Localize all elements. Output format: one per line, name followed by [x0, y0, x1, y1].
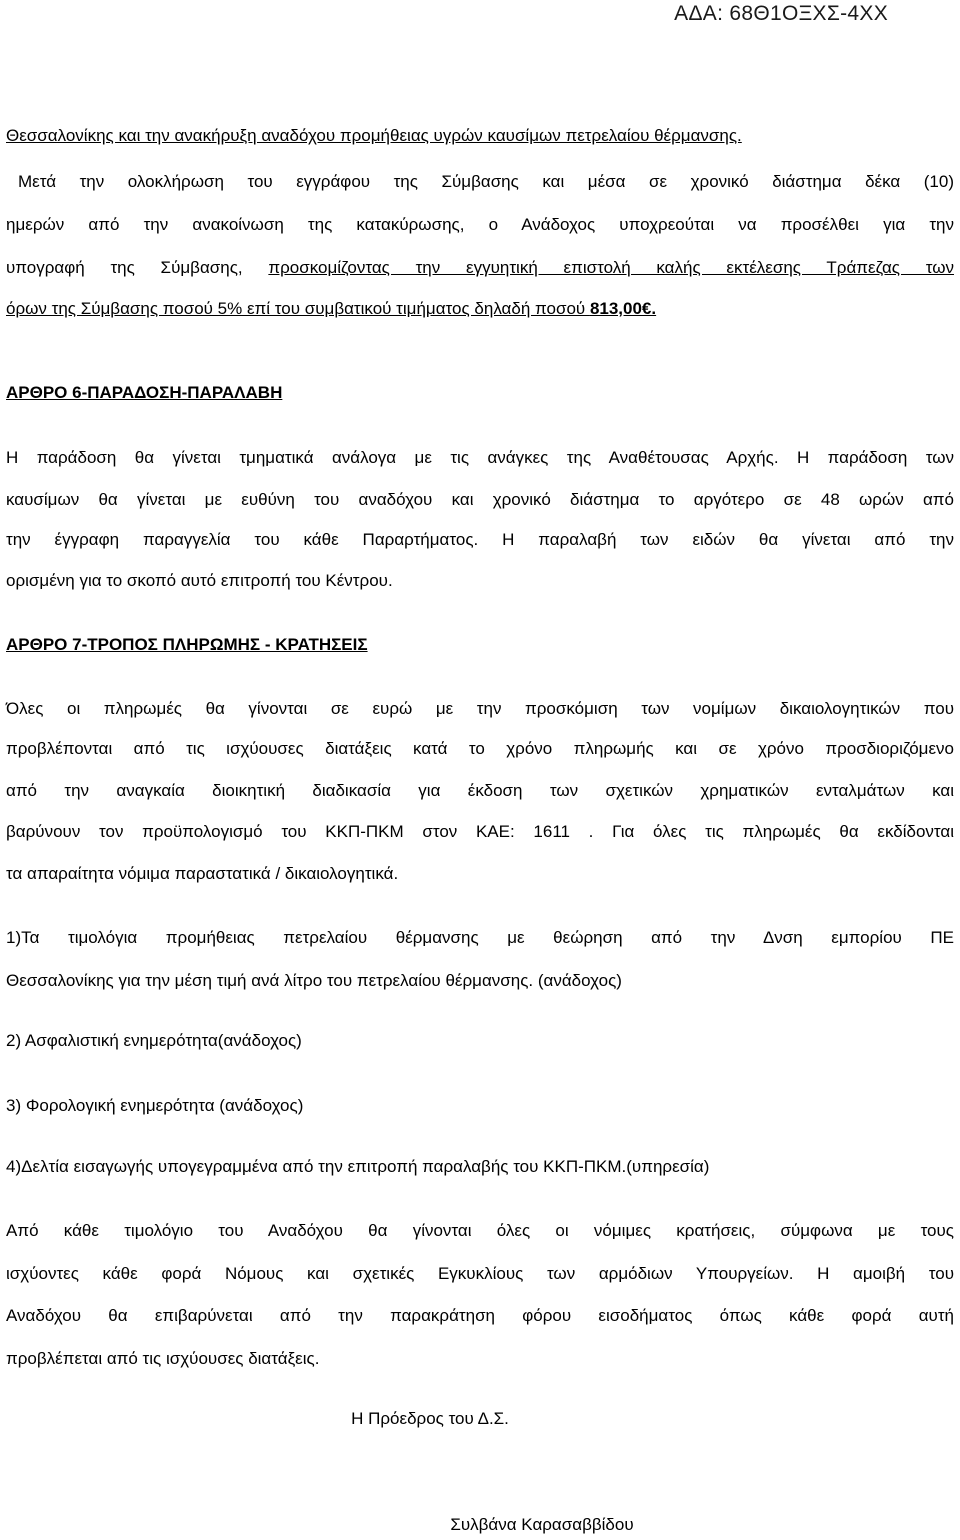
signatory-role: Η Πρόεδρος του Δ.Σ. [351, 1409, 509, 1428]
document-item-2: 2) Ασφαλιστική ενημερότητα(ανάδοχος) [6, 1031, 302, 1050]
deductions-line-1: Από κάθε τιμολόγιο του Αναδόχου θα γίνονται όλες οι νόμιμες κρατήσεις, σύμφωνα με τους [6, 1221, 954, 1240]
intro-line-5 [6, 297, 954, 321]
document-item-3: 3) Φορολογική ενημερότητα (ανάδοχος) [6, 1096, 304, 1115]
payment-para-line-5: τα απαραίτητα νόμιμα παραστατικά / δικαιολογητικά. [6, 864, 399, 883]
payment-para-line-4: βαρύνουν τον προϋπολογισμό του ΚΚΠ-ΠΚΜ στον ΚΑΕ: 1611 . Για όλες τις πληρωμές θα εκδίδονται [6, 822, 954, 841]
deductions-line-2: ισχύοντες κάθε φορά Νόμους και σχετικές Εγκυκλίους των αρμόδιων Υπουργείων. Η αμοιβή του [6, 1264, 954, 1283]
intro-line-4-plain: υπογραφή της Σύμβασης, [6, 258, 269, 277]
article-6-line-1: Η παράδοση θα γίνεται τμηματικά ανάλογα με τις ανάγκες της Αναθέτουσας Αρχής. Η παράδοση των [6, 448, 954, 467]
intro-line-3: ημερών από την ανακοίνωση της κατακύρωσης, ο Ανάδοχος υποχρεούται να προσέλθει για την [6, 215, 954, 234]
intro-line-1: Θεσσαλονίκης και την ανακήρυξη αναδόχου προμήθειας υγρών καυσίμων πετρελαίου θέρμανσης. [6, 126, 742, 145]
deductions-line-3: Αναδόχου θα επιβαρύνεται από την παρακράτηση φόρου εισοδήματος όπως κάθε φορά αυτή [6, 1306, 954, 1325]
guarantee-amount: 813,00€. [589, 299, 657, 318]
intro-line-5-plain: όρων της Σύμβασης ποσού 5% επί του συμβατικού τιμήματος δηλαδή ποσού [6, 299, 590, 318]
intro-line-4-underlined: προσκομίζοντας την εγγυητική επιστολή καλής εκτέλεσης Τράπεζας των [268, 258, 954, 277]
payment-para-line-3: από την αναγκαία διοικητική διαδικασία για έκδοση των σχετικών χρηματικών ενταλμάτων και [6, 781, 954, 800]
intro-line-4 [6, 256, 954, 280]
ada-code: ΑΔΑ: 68Θ1ΟΞΧΣ-4ΧΧ [674, 2, 888, 25]
document-item-1-line-2: Θεσσαλονίκης για την μέση τιμή ανά λίτρο του πετρελαίου θέρμανσης. (ανάδοχος) [6, 971, 622, 990]
document-item-4: 4)Δελτία εισαγωγής υπογεγραμμένα από την επιτροπή παραλαβής του ΚΚΠ-ΠΚΜ.(υπηρεσία) [6, 1157, 710, 1176]
payment-para-line-2: προβλέπονται από τις ισχύουσες διατάξεις κατά το χρόνο πληρωμής και σε χρόνο προσδιοριζόμενο [6, 739, 954, 758]
article-7-title: ΑΡΘΡΟ 7-ΤΡΟΠΟΣ ΠΛΗΡΩΜΗΣ - ΚΡΑΤΗΣΕΙΣ [6, 635, 368, 654]
intro-line-2: Μετά την ολοκλήρωση του εγγράφου της Σύμβασης και μέσα σε χρονικό διάστημα δέκα (10) [18, 172, 954, 191]
article-6-title: ΑΡΘΡΟ 6-ΠΑΡΑΔΟΣΗ-ΠΑΡΑΛΑΒΗ [6, 383, 283, 402]
payment-para-line-1: Όλες οι πληρωμές θα γίνονται σε ευρώ με την προσκόμιση των νομίμων δικαιολογητικών που [6, 699, 954, 718]
article-6-line-4: ορισμένη για το σκοπό αυτό επιτροπή του Κέντρου. [6, 571, 393, 590]
article-6-line-2: καυσίμων θα γίνεται με ευθύνη του αναδόχου και χρονικό διάστημα το αργότερο σε 48 ωρών από [6, 490, 954, 509]
signatory-name: Συλβάνα Καρασαββίδου [450, 1515, 634, 1534]
deductions-line-4: προβλέπεται από τις ισχύουσες διατάξεις. [6, 1349, 320, 1368]
document-item-1-line-1: 1)Τα τιμολόγια προμήθειας πετρελαίου θέρμανσης με θεώρηση από την Δνση εμπορίου ΠΕ [6, 928, 954, 947]
article-6-line-3: την έγγραφη παραγγελία του κάθε Παραρτήματος. Η παραλαβή των ειδών θα γίνεται από την [6, 530, 954, 549]
